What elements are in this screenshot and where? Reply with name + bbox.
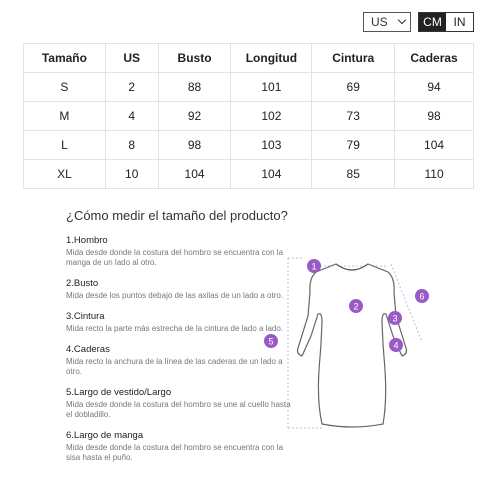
dress-illustration: [262, 252, 442, 432]
marker-3-label: 3: [392, 313, 398, 324]
table-cell: 98: [158, 131, 231, 160]
table-cell: 88: [158, 73, 231, 102]
table-cell: 85: [312, 160, 395, 189]
step-title: 6.Largo de manga: [66, 430, 144, 441]
step-hips: [66, 344, 291, 377]
table-cell: 94: [395, 73, 474, 102]
step-desc: Mida desde los puntos debajo de las axilas de un lado a otro.: [66, 291, 284, 300]
header-us: US: [105, 44, 158, 73]
step-desc: Mida recto la parte más estrecha de la cintura de lado a lado.: [66, 324, 284, 333]
table-cell: 92: [158, 102, 231, 131]
measure-steps: [66, 235, 291, 473]
table-cell: 73: [312, 102, 395, 131]
table-cell: 69: [312, 73, 395, 102]
table-row: [24, 160, 474, 189]
table-cell: XL: [24, 160, 106, 189]
header-bust: Busto: [158, 44, 231, 73]
header-length: Longitud: [231, 44, 312, 73]
marker-6-label: 6: [419, 291, 425, 302]
step-sleeve-length: [66, 430, 291, 463]
header-hips: Caderas: [395, 44, 474, 73]
table-cell: S: [24, 73, 106, 102]
step-title: 4.Caderas: [66, 344, 110, 355]
step-title: 2.Busto: [66, 278, 99, 289]
step-desc: Mida recto la anchura de la línea de las caderas de un lado a otro.: [66, 357, 283, 376]
step-desc: Mida desde donde la costura del hombro se encuentra con la manga de un lado al otro.: [66, 248, 284, 267]
size-table: [23, 43, 474, 189]
marker-4-label: 4: [393, 340, 399, 351]
chevron-down-icon: [398, 16, 406, 24]
table-cell: L: [24, 131, 106, 160]
table-cell: 2: [105, 73, 158, 102]
unit-switcher: [363, 12, 474, 32]
region-select-value: US: [371, 15, 388, 29]
step-title: 1.Hombro: [66, 235, 108, 246]
unit-cm-button[interactable]: CM: [419, 13, 446, 31]
table-cell: 103: [231, 131, 312, 160]
table-row: [24, 102, 474, 131]
table-cell: 110: [395, 160, 474, 189]
header-size: Tamaño: [24, 44, 106, 73]
marker-5-label: 5: [268, 336, 274, 347]
table-cell: 4: [105, 102, 158, 131]
table-cell: 10: [105, 160, 158, 189]
table-cell: 104: [231, 160, 312, 189]
table-cell: 98: [395, 102, 474, 131]
guide-title: ¿Cómo medir el tamaño del producto?: [66, 208, 288, 223]
table-cell: M: [24, 102, 106, 131]
table-row: [24, 131, 474, 160]
table-cell: 101: [231, 73, 312, 102]
step-dress-length: [66, 387, 291, 420]
table-cell: 79: [312, 131, 395, 160]
step-desc: Mida desde donde la costura del hombro se une al cuello hasta el dobladillo.: [66, 400, 291, 419]
step-title: 3.Cintura: [66, 311, 105, 322]
step-bust: [66, 278, 291, 301]
table-header-row: [24, 44, 474, 73]
unit-toggle: [418, 12, 474, 32]
step-desc: Mida desde donde la costura del hombro se encuentra con la sisa hasta el puño.: [66, 443, 284, 462]
table-cell: 8: [105, 131, 158, 160]
marker-1-label: 1: [311, 261, 317, 272]
table-row: [24, 73, 474, 102]
step-waist: [66, 311, 291, 334]
step-title: 5.Largo de vestido/Largo: [66, 387, 172, 398]
step-shoulder: [66, 235, 291, 268]
region-select[interactable]: [363, 12, 411, 32]
table-cell: 104: [158, 160, 231, 189]
header-waist: Cintura: [312, 44, 395, 73]
table-cell: 104: [395, 131, 474, 160]
unit-in-button[interactable]: IN: [446, 13, 473, 31]
table-cell: 102: [231, 102, 312, 131]
marker-2-label: 2: [353, 301, 359, 312]
